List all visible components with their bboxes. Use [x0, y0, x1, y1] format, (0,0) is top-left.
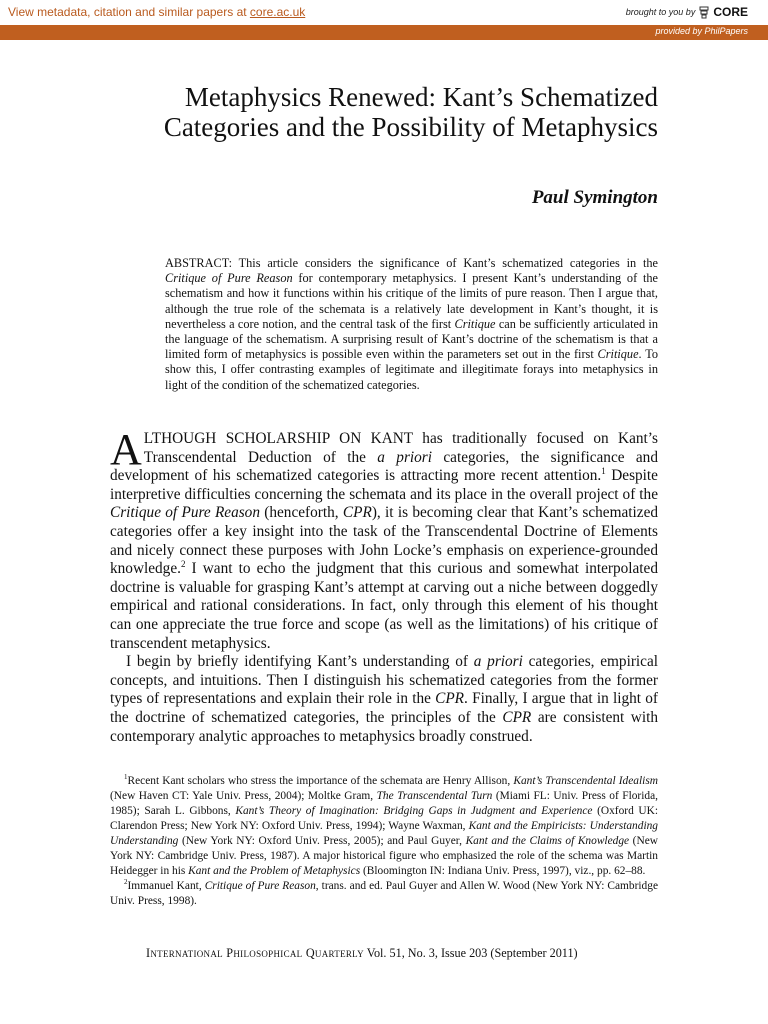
title-line-1: Metaphysics Renewed: Kant’s Schematized [184, 82, 658, 112]
body-italic: Critique of Pure Reason [110, 504, 260, 522]
core-logo-icon [699, 6, 709, 19]
body-text-run: Despite interpretive difficulties concerning the schemata and its place in the overall project of the [110, 467, 658, 503]
body-paragraph-1 [110, 425, 659, 653]
abstract-italic: Critique [597, 347, 639, 362]
footnote-italic: Kant’s Theory of Imagination: Bridging Gaps in Judgment and Experience [235, 805, 593, 817]
body-italic: a priori [377, 448, 433, 466]
abstract-italic: Critique [454, 316, 496, 331]
body-italic: CPR [502, 708, 532, 726]
body-text-run: I begin by briefly identifying Kant’s understanding of [126, 653, 474, 671]
body-text-run: . Finally, I argue that in light of the doctrine of schematized categories, the principles of the [110, 690, 658, 726]
brought-by-text: brought to you by [625, 7, 696, 17]
body-italic: a priori [473, 653, 523, 671]
footnote-text: (New Haven CT: Yale Univ. Press, 2004); Moltke Gram, [110, 790, 377, 802]
body-text-run: categories, the significance and development of his schematized categories is attracting more recent attention. [110, 448, 658, 485]
journal-footer [146, 946, 578, 961]
footnote-italic: Kant and the Problem of Metaphysics [188, 865, 361, 877]
author-name: Paul Symington [531, 187, 658, 208]
provided-by-text: provided by [655, 26, 705, 36]
core-metadata-link[interactable] [8, 5, 305, 19]
footnote-italic: Kant’s Transcendental Idealism [513, 775, 658, 787]
footnote-text: (New York NY: Oxford Univ. Press, 2005); and Paul Guyer, [178, 835, 466, 847]
body-paragraph-2 [110, 653, 658, 746]
body-text-run: are consistent with contemporary analytic approaches to metaphysics broadly construed. [110, 708, 659, 745]
article-title [58, 82, 658, 142]
journal-details: Vol. 51, No. 3, Issue 203 (September 2011) [363, 946, 578, 960]
body-italic: CPR [342, 504, 372, 522]
footnote-italic: Kant and the Empiricists: Understanding Understanding [110, 820, 658, 847]
footnote-1 [110, 774, 658, 879]
core-ac-uk-link[interactable]: core.ac.uk [249, 5, 306, 19]
abstract [165, 256, 658, 393]
footnote-number: 1 [124, 773, 128, 782]
provider-link[interactable] [655, 26, 748, 36]
core-brand: CORE [713, 5, 748, 19]
core-link-prefix: View metadata, citation and similar papers at [8, 5, 250, 19]
footnote-text: Recent Kant scholars who stress the importance of the schemata are Henry Allison, [127, 775, 514, 787]
body-text [110, 425, 659, 746]
drop-cap: A [110, 425, 142, 474]
footnote-text: (New York NY: Cambridge Univ. Press, 1987). A major historical figure who emphasized the role of the schema was Martin Heidegger in his [110, 835, 658, 877]
abstract-text: can be sufficiently articulated in the language of the schematism. A surprising result of Kant’s doctrine of the schematism is that a limited form of metaphysics is possible even within the parameters set out in the first [165, 316, 658, 362]
body-text-run: (henceforth, [259, 504, 343, 522]
body-text-run: LTHOUGH SCHOLARSHIP ON KANT has traditionally focused on Kant’s Transcendental Deduction of the [143, 430, 658, 466]
core-banner [0, 0, 768, 26]
abstract-text: . To show this, I offer contrasting examples of legitimate and illegitimate forays into metaphysics in light of the condition of the schematized categories. [165, 347, 658, 392]
footnote-text: (Bloomington IN: Indiana Univ. Press, 1997), viz., pp. 62–88. [360, 865, 646, 877]
core-brought-by[interactable] [626, 5, 748, 19]
abstract-italic: Critique of Pure Reason [165, 271, 293, 286]
footnote-italic: Critique of Pure Reason [204, 880, 316, 892]
body-text-run: categories, empirical concepts, and intuitions. Then I distinguish his schematized categories from the former types of representations and explain their role in the [110, 653, 658, 708]
footnote-text: (Miami FL: Univ. Press of Florida, 1985); Sarah L. Gibbons, [110, 790, 658, 817]
title-line-2: Categories and the Possibility of Metaphysics [163, 112, 658, 142]
footnote-italic: The Transcendental Turn [376, 790, 493, 802]
provider-bar [0, 25, 768, 40]
footnotes [110, 774, 658, 909]
footnote-ref-1[interactable]: 1 [601, 466, 606, 477]
provider-name: PhilPapers [704, 26, 748, 36]
journal-name: International Philosophical Quarterly [146, 946, 364, 960]
footnote-ref-2[interactable]: 2 [180, 559, 186, 570]
body-text-run: ), it is becoming clear that Kant’s schematized categories offer a key insight into the task of the Transcendental Doctrine of Elements and nicely connect these purposes with John Locke’s emphasis on experience-grounded knowledge. [110, 504, 659, 578]
footnote-italic: Kant and the Claims of Knowledge [465, 835, 630, 847]
footnote-text: Immanuel Kant, [127, 880, 205, 892]
footnote-number: 2 [124, 878, 128, 887]
footnote-2 [110, 879, 658, 909]
footnote-text: , trans. and ed. Paul Guyer and Allen W. Wood (New York NY: Cambridge Univ. Press, 1998). [110, 880, 658, 907]
body-italic: CPR [435, 690, 465, 708]
abstract-text: for contemporary metaphysics. I present Kant’s understanding of the schematism and how it functions within his critique of the limits of pure reason. Then I argue that, although the true role of the schemata is a relatively late development in Kant’s thought, it is nevertheless a core notion, and the central task of the first [165, 271, 658, 331]
body-text-run: I want to echo the judgment that this curious and somewhat interpolated doctrine is valuable for grasping Kant’s attempt at carving out a niche between doggedly empirical and rational considerations. In fact, only through this element of his thought can one appreciate the true force and scope (as well as the limitations) of his critique of transcendent metaphysics. [110, 560, 658, 652]
footnote-text: (Oxford UK: Clarendon Press; New York NY: Oxford Univ. Press, 1994); Wayne Waxman, [110, 805, 658, 832]
abstract-text: ABSTRACT: This article considers the significance of Kant’s schematized categories in the [165, 256, 658, 270]
